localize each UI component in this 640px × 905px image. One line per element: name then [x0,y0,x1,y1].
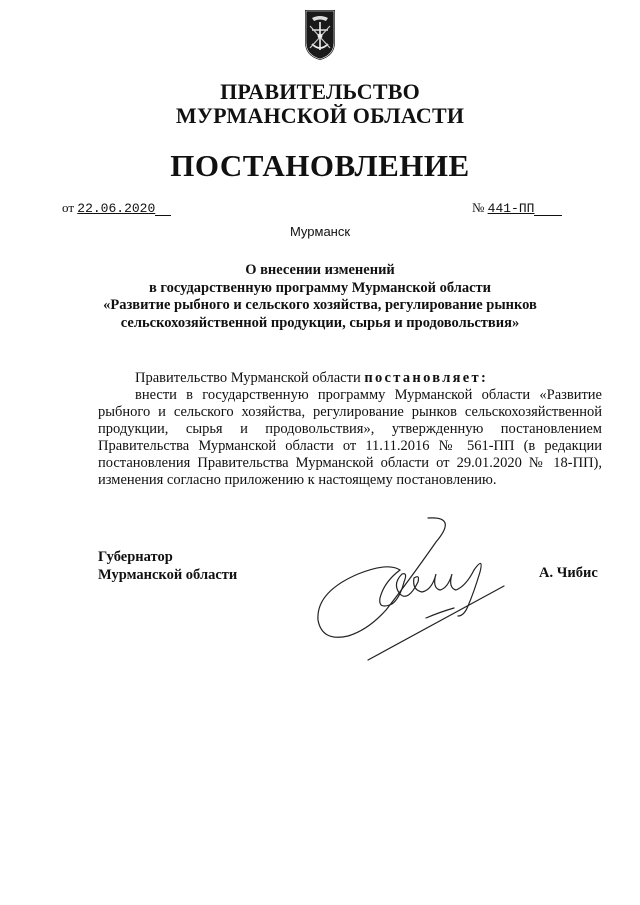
signatory-name: А. Чибис [539,565,598,581]
document-type-title: ПОСТАНОВЛЕНИЕ [170,148,470,183]
signatory-title-line1: Губернатор [98,549,173,565]
org-name-line1: ПРАВИТЕЛЬСТВО [220,79,420,104]
document-date [62,200,171,216]
subject-line: О внесении изменений [245,262,395,278]
resolution-paragraph: внести в государственную программу Мурманской области «Развитие рыбного и сельского хозяйства, регулирование рынков сельскохозяйственной продукции, сырья и продовольствия», утвержденную постановлением Правительства Мурманской области от 11.11.2016 № 561-ПП (в редакции постановления Правительства Мурманской области от 29.01.2020 № 18-ПП), изменения согласно приложению к настоящему постановлению. [98,387,602,488]
subject-line: «Развитие рыбного и сельского хозяйства, регулирование рынков [103,297,537,313]
subject-line: в государственную программу Мурманской области [148,279,492,296]
date-prefix: от [62,200,75,215]
document-body [98,370,602,489]
subject-line: сельскохозяйственной продукции, сырья и продовольствия» [120,314,520,331]
document-subject [60,262,580,332]
date-value: 22.06.2020 [77,201,156,216]
resolution-word: постановляет: [364,370,489,386]
org-name-line2: МУРМАНСКОЙ ОБЛАСТИ [175,103,465,128]
intro-line [98,370,602,387]
handwritten-signature [308,512,508,662]
intro-text: Правительство Мурманской области [135,370,361,386]
number-prefix: № [472,200,485,215]
signatory-title [98,548,237,584]
city-name: Мурманск [289,224,351,239]
coat-of-arms-icon [302,8,338,62]
document-number [472,200,562,216]
number-value: 441-ПП [487,201,535,216]
signatory-title-line2: Мурманской области [98,567,238,583]
